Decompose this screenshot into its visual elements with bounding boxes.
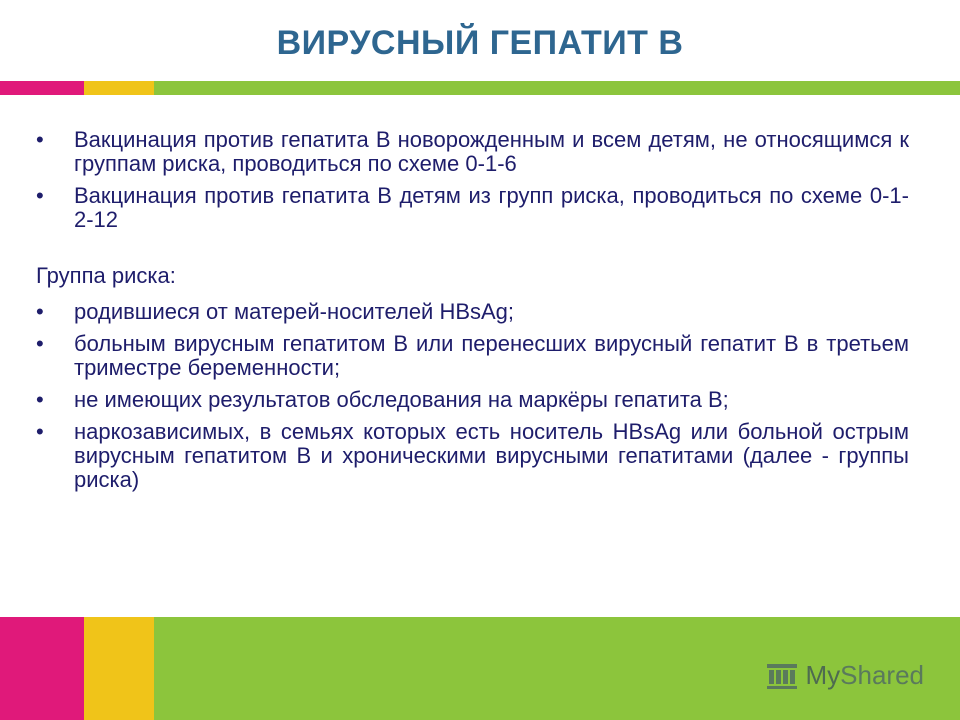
top-stripe-magenta [0, 81, 84, 95]
logo-text-shared: Shared [840, 659, 924, 690]
risk-item [36, 388, 909, 412]
bullet: • [36, 127, 44, 152]
myshared-logo[interactable] [765, 658, 924, 692]
myshared-logo-icon [765, 660, 799, 690]
logo-text-my: My [805, 659, 841, 690]
slide-title: ВИРУСНЫЙ ГЕПАТИТ В [276, 24, 684, 62]
bullet: • [36, 419, 44, 444]
vaccination-text: Вакцинация против гепатита В детям из групп риска, проводиться по схеме 0-1-2-12 [74, 183, 909, 232]
bullet: • [36, 183, 44, 208]
risk-heading: Группа риска: [36, 263, 176, 288]
risk-item [36, 420, 909, 492]
vaccination-item [36, 128, 909, 176]
risk-text: наркозависимых, в семьях которых есть носитель HBsAg или больной острым вирусным гепатитом В и хроническими вирусными гепатитами (далее - группы риска) [74, 419, 909, 492]
vaccination-text: Вакцинация против гепатита В новорожденным и всем детям, не относящимся к группам риска, проводиться по схеме 0-1-6 [74, 127, 909, 176]
slide-content [36, 128, 909, 492]
top-stripe-green [154, 81, 960, 95]
vaccination-item [36, 184, 909, 232]
bottom-band-yellow [84, 617, 154, 720]
risk-item [36, 300, 909, 324]
risk-item [36, 332, 909, 380]
top-stripe-yellow [84, 81, 154, 95]
bullet: • [36, 331, 44, 356]
risk-text: больным вирусным гепатитом В или перенесших вирусный гепатит В в третьем триместре беременности; [74, 331, 909, 380]
bullet: • [36, 387, 44, 412]
risk-text: родившиеся от матерей-носителей HBsAg; [74, 299, 515, 324]
bullet: • [36, 299, 44, 324]
bottom-band-magenta [0, 617, 84, 720]
risk-text: не имеющих результатов обследования на маркёры гепатита В; [74, 387, 729, 412]
